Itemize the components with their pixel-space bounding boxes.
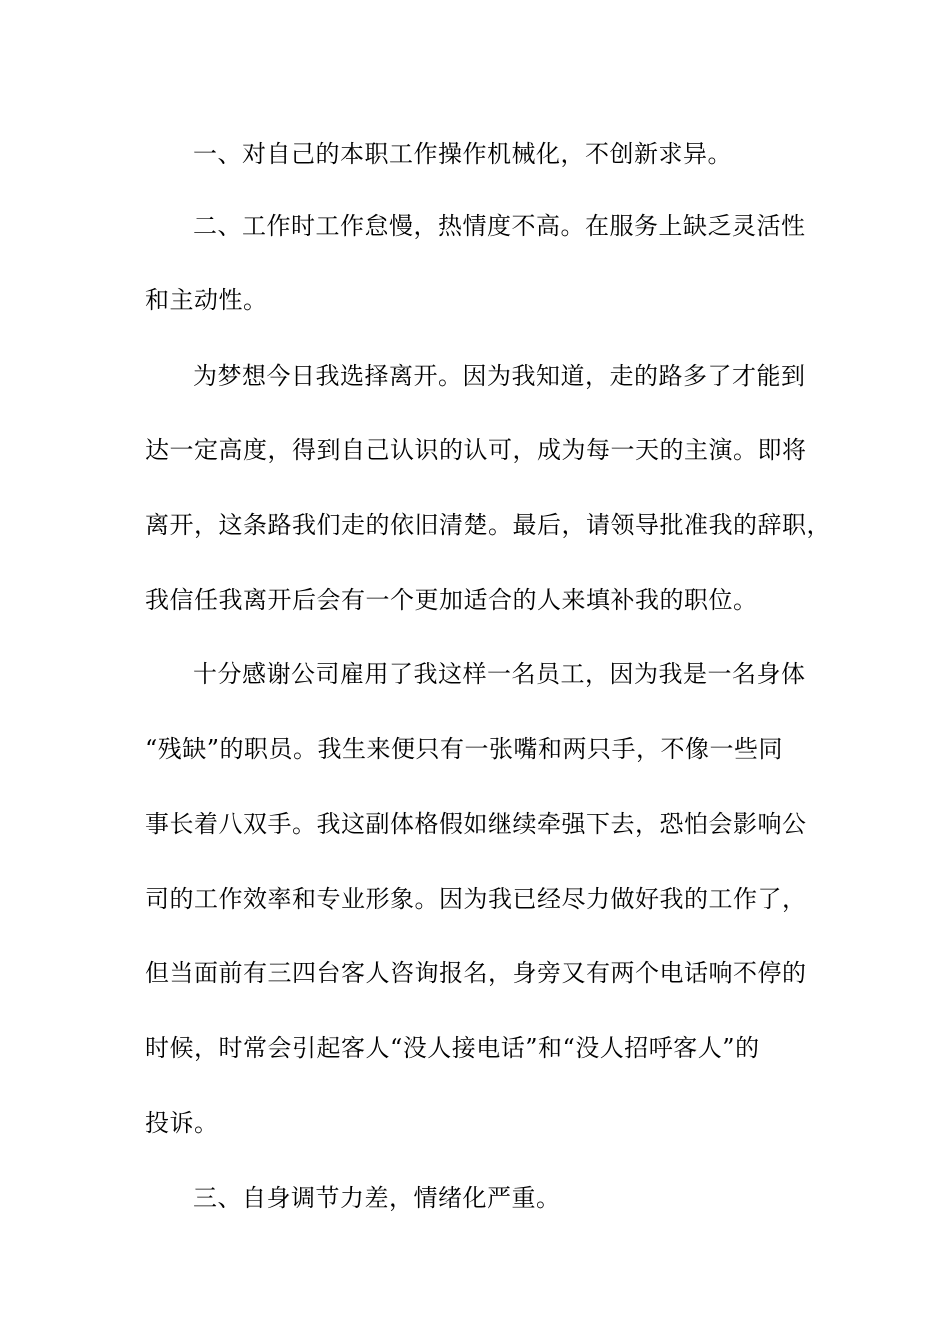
text-line-10: 事长着八双手。我这副体格假如继续牵强下去，恐怕会影响公 — [145, 810, 807, 838]
text-line-14: 投诉。 — [145, 1109, 219, 1137]
text-line-1: 一、对自己的本职工作操作机械化，不创新求异。 — [193, 140, 732, 168]
text-line-5: 达一定高度，得到自己认识的认可，成为每一天的主演。即将 — [145, 436, 807, 464]
text-line-12: 但当面前有三四台客人咨询报名，身旁又有两个电话响不停的 — [145, 959, 807, 987]
text-line-9: “残缺”的职员。我生来便只有一张嘴和两只手，不像一些同 — [145, 735, 784, 763]
text-line-11: 司的工作效率和专业形象。因为我已经尽力做好我的工作了， — [145, 885, 807, 913]
text-line-6: 离开，这条路我们走的依旧清楚。最后，请领导批准我的辞职， — [145, 511, 831, 539]
text-line-3: 和主动性。 — [145, 286, 268, 314]
text-line-2: 二、工作时工作怠慢，热情度不高。在服务上缺乏灵活性 — [193, 212, 806, 240]
text-line-7: 我信任我离开后会有一个更加适合的人来填补我的职位。 — [145, 586, 758, 614]
text-line-4: 为梦想今日我选择离开。因为我知道，走的路多了才能到 — [193, 362, 806, 390]
text-line-13: 时候，时常会引起客人“没人接电话”和“没人招呼客人”的 — [145, 1034, 760, 1062]
text-line-8: 十分感谢公司雇用了我这样一名员工，因为我是一名身体 — [193, 660, 806, 688]
text-line-15: 三、自身调节力差，情绪化严重。 — [193, 1184, 561, 1212]
